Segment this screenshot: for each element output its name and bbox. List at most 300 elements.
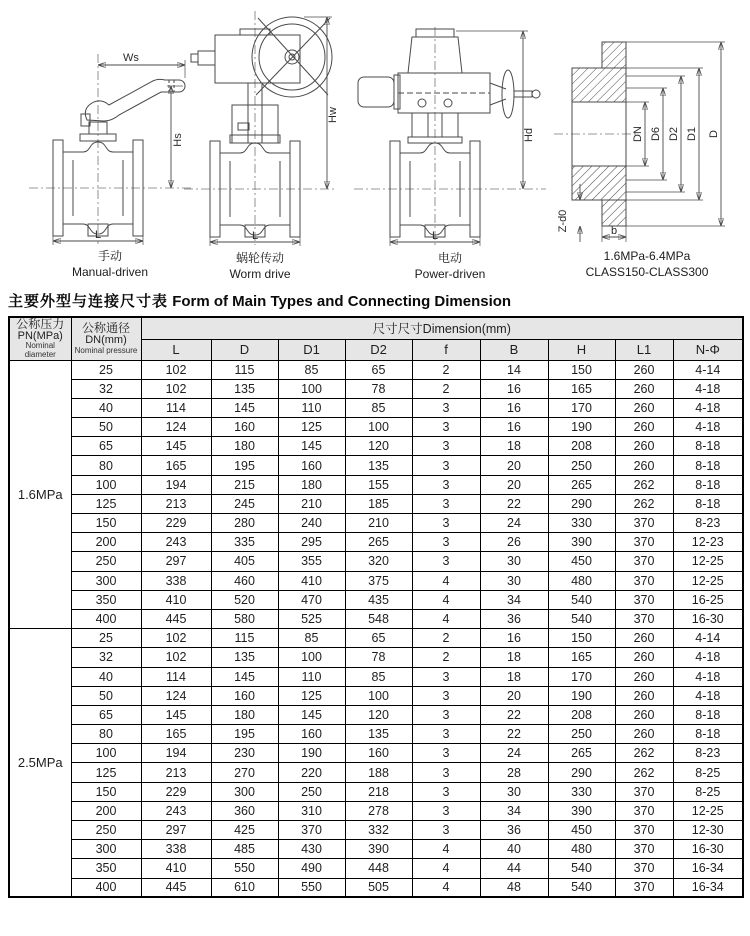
figure-caption [350,251,550,282]
table-row [9,878,743,897]
table-cell: 145 [211,667,278,686]
table-cell: 3 [412,514,480,533]
table-cell: 3 [412,686,480,705]
caption-zh: 手动 [97,249,122,263]
table-cell: 20 [480,475,548,494]
table-cell: 100 [345,686,412,705]
table-cell: 40 [71,667,141,686]
table-cell: 100 [71,744,141,763]
table-cell: 4 [412,609,480,628]
table-cell: 85 [345,398,412,417]
table-row [9,514,743,533]
table-cell: 12-25 [673,571,743,590]
table-cell: 18 [480,667,548,686]
table-cell: 260 [615,456,673,475]
table-row [9,686,743,705]
page-title [0,284,750,316]
dim-label-l: L [431,230,439,242]
table-row [9,648,743,667]
dim-label-z-d0: Z-d0 [557,209,569,233]
worm-drive-valve-drawing [180,5,340,250]
table-cell: 14 [480,360,548,379]
table-cell: 3 [412,475,480,494]
table-cell: 32 [71,648,141,667]
table-cell: 540 [548,590,615,609]
caption-en: Worm drive [229,266,291,281]
table-cell: 229 [141,514,211,533]
table-cell: 85 [278,629,345,648]
table-cell: 190 [278,744,345,763]
table-cell: 150 [71,782,141,801]
table-cell: 208 [548,437,615,456]
table-cell: 240 [278,514,345,533]
hand-lever [85,79,185,121]
header-col1-zh: 公称压力 [16,317,65,332]
table-cell: 243 [141,533,211,552]
table-cell: 120 [345,705,412,724]
flange-section-drawing [552,36,742,248]
dim-label-ws: Ws [123,52,139,64]
table-cell: 435 [345,590,412,609]
table-cell: 8-18 [673,475,743,494]
header-col-D2: D2 [345,339,412,360]
header-col1-code: PN(MPa) [17,329,63,342]
table-cell: 40 [71,398,141,417]
table-cell: 12-30 [673,821,743,840]
table-cell: 4-18 [673,418,743,437]
table-cell: 3 [412,533,480,552]
table-cell: 4-18 [673,667,743,686]
figure-manual-driven [25,48,195,280]
table-cell: 160 [211,418,278,437]
table-cell: 3 [412,725,480,744]
table-cell: 165 [548,648,615,667]
table-cell: 145 [211,398,278,417]
header-col2-code: DN(mm) [85,334,127,347]
table-cell: 135 [211,648,278,667]
motor [358,75,400,109]
table-row [9,475,743,494]
table-cell: 8-25 [673,763,743,782]
table-cell: 180 [211,437,278,456]
table-cell: 370 [615,590,673,609]
table-cell: 25 [71,629,141,648]
table-cell: 265 [345,533,412,552]
table-row [9,763,743,782]
table-cell: 548 [345,609,412,628]
dim-label-hw: Hw [327,107,339,123]
table-row [9,782,743,801]
table-cell: 370 [615,571,673,590]
table-cell: 370 [615,552,673,571]
table-cell: 410 [278,571,345,590]
table-cell: 100 [278,648,345,667]
dim-label-b: b [610,225,618,237]
dim-label-dn: DN [632,126,644,142]
table-cell: 485 [211,840,278,859]
table-cell: 3 [412,763,480,782]
figure-flange-section [552,36,742,280]
dimension-hd [456,31,535,189]
table-cell: 8-18 [673,494,743,513]
header-col-N-phi: N-Φ [673,339,743,360]
table-cell: 115 [211,360,278,379]
table-cell: 16-34 [673,878,743,897]
table-cell: 540 [548,878,615,897]
table-cell: 260 [615,686,673,705]
table-cell: 102 [141,629,211,648]
table-cell: 245 [211,494,278,513]
dim-label-d1: D1 [686,126,698,142]
header-col-L1: L1 [615,339,673,360]
table-cell: 265 [548,475,615,494]
table-cell: 102 [141,648,211,667]
table-row [9,437,743,456]
table-row [9,590,743,609]
table-cell: 260 [615,379,673,398]
table-cell: 18 [480,437,548,456]
figure-caption [552,249,742,280]
caption-zh: 蜗轮传动 [235,251,284,265]
table-row [9,667,743,686]
table-cell: 300 [71,840,141,859]
header-dimension-group: 尺寸尺寸Dimension(mm) [141,317,743,339]
table-cell: 260 [615,437,673,456]
table-cell: 145 [278,437,345,456]
table-cell: 270 [211,763,278,782]
table-cell: 165 [548,379,615,398]
table-cell: 330 [548,782,615,801]
table-cell: 332 [345,821,412,840]
table-cell: 300 [71,571,141,590]
table-cell: 3 [412,398,480,417]
figure-power-driven [350,25,550,282]
table-cell: 430 [278,840,345,859]
table-cell: 80 [71,456,141,475]
table-cell: 250 [548,456,615,475]
table-cell: 30 [480,552,548,571]
table-cell: 370 [615,878,673,897]
table-cell: 540 [548,609,615,628]
table-cell: 460 [211,571,278,590]
header-col-L: L [141,339,211,360]
table-cell: 490 [278,859,345,878]
table-cell: 8-18 [673,456,743,475]
table-row [9,821,743,840]
table-cell: 124 [141,686,211,705]
table-cell: 200 [71,533,141,552]
table-cell: 250 [71,552,141,571]
caption-pressure-range: 1.6MPa-6.4MPa [603,249,691,263]
table-cell: 190 [548,686,615,705]
table-cell: 185 [345,494,412,513]
table-cell: 160 [211,686,278,705]
table-cell: 24 [480,744,548,763]
header-col2-zh: 公称通径 [81,321,130,336]
table-cell: 260 [615,705,673,724]
table-cell: 125 [71,763,141,782]
table-cell: 3 [412,494,480,513]
table-cell: 370 [615,821,673,840]
table-cell: 280 [211,514,278,533]
table-row [9,552,743,571]
table-cell: 210 [278,494,345,513]
table-cell: 260 [615,725,673,744]
table-cell: 65 [71,437,141,456]
table-cell: 22 [480,705,548,724]
table-cell: 370 [278,821,345,840]
dim-label-l: L [94,229,102,241]
table-cell: 100 [71,475,141,494]
table-cell: 150 [71,514,141,533]
table-cell: 208 [548,705,615,724]
table-cell: 8-23 [673,514,743,533]
table-row [9,418,743,437]
table-cell: 390 [548,801,615,820]
worm-gearbox [191,29,300,83]
table-cell: 80 [71,725,141,744]
table-cell: 100 [345,418,412,437]
dim-label-d6: D6 [650,126,662,142]
table-row [9,571,743,590]
table-cell: 16-30 [673,609,743,628]
header-col-H: H [548,339,615,360]
table-cell: 8-18 [673,437,743,456]
table-cell: 32 [71,379,141,398]
dim-label-hd: Hd [523,127,535,143]
table-cell: 16-30 [673,840,743,859]
table-cell: 610 [211,878,278,897]
table-cell: 262 [615,494,673,513]
table-cell: 480 [548,840,615,859]
table-cell: 4-14 [673,629,743,648]
table-cell: 370 [615,609,673,628]
header-col-D: D [211,339,278,360]
table-cell: 3 [412,705,480,724]
table-cell: 120 [345,437,412,456]
table-cell: 125 [278,418,345,437]
table-cell: 4 [412,859,480,878]
table-cell: 355 [278,552,345,571]
manual-valve-drawing [25,48,195,248]
table-cell: 20 [480,456,548,475]
table-cell: 445 [141,878,211,897]
table-cell: 36 [480,609,548,628]
table-cell: 4-18 [673,648,743,667]
table-cell: 50 [71,418,141,437]
table-cell: 2 [412,360,480,379]
table-cell: 160 [345,744,412,763]
table-cell: 102 [141,379,211,398]
table-cell: 338 [141,840,211,859]
table-cell: 3 [412,437,480,456]
table-cell: 213 [141,494,211,513]
table-cell: 540 [548,859,615,878]
table-row [9,840,743,859]
table-cell: 2 [412,629,480,648]
table-cell: 290 [548,494,615,513]
table-cell: 150 [548,629,615,648]
table-cell: 480 [548,571,615,590]
table-cell: 12-23 [673,533,743,552]
table-cell: 4-18 [673,686,743,705]
table-cell: 25 [71,360,141,379]
table-cell: 16 [480,418,548,437]
power-driven-valve-drawing [350,25,550,250]
table-cell: 262 [615,763,673,782]
table-cell: 262 [615,475,673,494]
table-cell: 24 [480,514,548,533]
table-cell: 170 [548,667,615,686]
table-cell: 160 [278,725,345,744]
table-cell: 260 [615,418,673,437]
dim-label-l: L [251,230,259,242]
table-cell: 350 [71,590,141,609]
table-cell: 375 [345,571,412,590]
table-cell: 110 [278,667,345,686]
table-cell: 78 [345,379,412,398]
table-cell: 520 [211,590,278,609]
pressure-group-label: 2.5MPa [9,629,71,898]
table-cell: 295 [278,533,345,552]
table-cell: 3 [412,801,480,820]
table-cell: 114 [141,398,211,417]
table-cell: 28 [480,763,548,782]
table-cell: 18 [480,648,548,667]
table-cell: 180 [211,705,278,724]
table-cell: 22 [480,494,548,513]
table-cell: 370 [615,859,673,878]
table-cell: 78 [345,648,412,667]
table-cell: 165 [141,725,211,744]
table-cell: 44 [480,859,548,878]
table-cell: 550 [278,878,345,897]
table-cell: 48 [480,878,548,897]
caption-en: Manual-driven [71,264,149,279]
table-cell: 370 [615,782,673,801]
table-cell: 210 [345,514,412,533]
table-cell: 135 [211,379,278,398]
header-col2-en: Nominal pressure [74,345,138,355]
table-cell: 260 [615,629,673,648]
table-row [9,744,743,763]
table-cell: 400 [71,609,141,628]
table-cell: 4-18 [673,379,743,398]
table-row [9,609,743,628]
table-cell: 250 [548,725,615,744]
table-cell: 85 [278,360,345,379]
table-cell: 215 [211,475,278,494]
table-cell: 125 [278,686,345,705]
table-cell: 4 [412,571,480,590]
page-title-zh: 主要外型与连接尺寸表 [8,293,169,310]
table-cell: 8-25 [673,782,743,801]
dimension-table-body [9,360,743,897]
table-cell: 102 [141,360,211,379]
table-cell: 580 [211,609,278,628]
table-cell: 260 [615,360,673,379]
table-cell: 145 [141,705,211,724]
table-cell: 40 [480,840,548,859]
table-cell: 3 [412,456,480,475]
table-row [9,629,743,648]
table-cell: 34 [480,590,548,609]
table-cell: 194 [141,744,211,763]
pressure-group-label: 1.6MPa [9,360,71,629]
table-cell: 4-18 [673,398,743,417]
table-cell: 114 [141,667,211,686]
table-cell: 243 [141,801,211,820]
table-cell: 180 [278,475,345,494]
table-cell: 115 [211,629,278,648]
table-cell: 400 [71,878,141,897]
table-cell: 2 [412,379,480,398]
table-cell: 350 [71,859,141,878]
dimension-table [8,316,744,898]
table-row [9,533,743,552]
table-row [9,705,743,724]
table-cell: 3 [412,821,480,840]
table-cell: 370 [615,514,673,533]
table-row [9,398,743,417]
table-cell: 297 [141,821,211,840]
table-cell: 250 [278,782,345,801]
table-cell: 34 [480,801,548,820]
table-cell: 330 [548,514,615,533]
table-cell: 65 [345,360,412,379]
table-cell: 16 [480,629,548,648]
table-cell: 135 [345,725,412,744]
table-cell: 213 [141,763,211,782]
table-cell: 100 [278,379,345,398]
table-cell: 3 [412,782,480,801]
table-cell: 8-18 [673,705,743,724]
table-cell: 265 [548,744,615,763]
table-cell: 370 [615,801,673,820]
table-cell: 250 [71,821,141,840]
table-cell: 335 [211,533,278,552]
table-cell: 22 [480,725,548,744]
table-row [9,360,743,379]
table-cell: 445 [141,609,211,628]
table-cell: 135 [345,456,412,475]
table-cell: 550 [211,859,278,878]
table-cell: 300 [211,782,278,801]
table-row [9,859,743,878]
table-cell: 30 [480,571,548,590]
table-cell: 195 [211,456,278,475]
table-cell: 16 [480,379,548,398]
table-row [9,725,743,744]
table-cell: 470 [278,590,345,609]
table-cell: 390 [345,840,412,859]
header-col-D1: D1 [278,339,345,360]
page-title-en: Form of Main Types and Connecting Dimension [172,293,512,310]
table-cell: 360 [211,801,278,820]
table-cell: 3 [412,744,480,763]
table-cell: 3 [412,667,480,686]
table-cell: 2 [412,648,480,667]
table-cell: 188 [345,763,412,782]
header-nominal-diameter [71,317,141,360]
dimension-b [602,225,626,242]
table-cell: 194 [141,475,211,494]
table-cell: 8-18 [673,725,743,744]
table-cell: 30 [480,782,548,801]
table-cell: 145 [278,705,345,724]
table-cell: 229 [141,782,211,801]
table-cell: 26 [480,533,548,552]
